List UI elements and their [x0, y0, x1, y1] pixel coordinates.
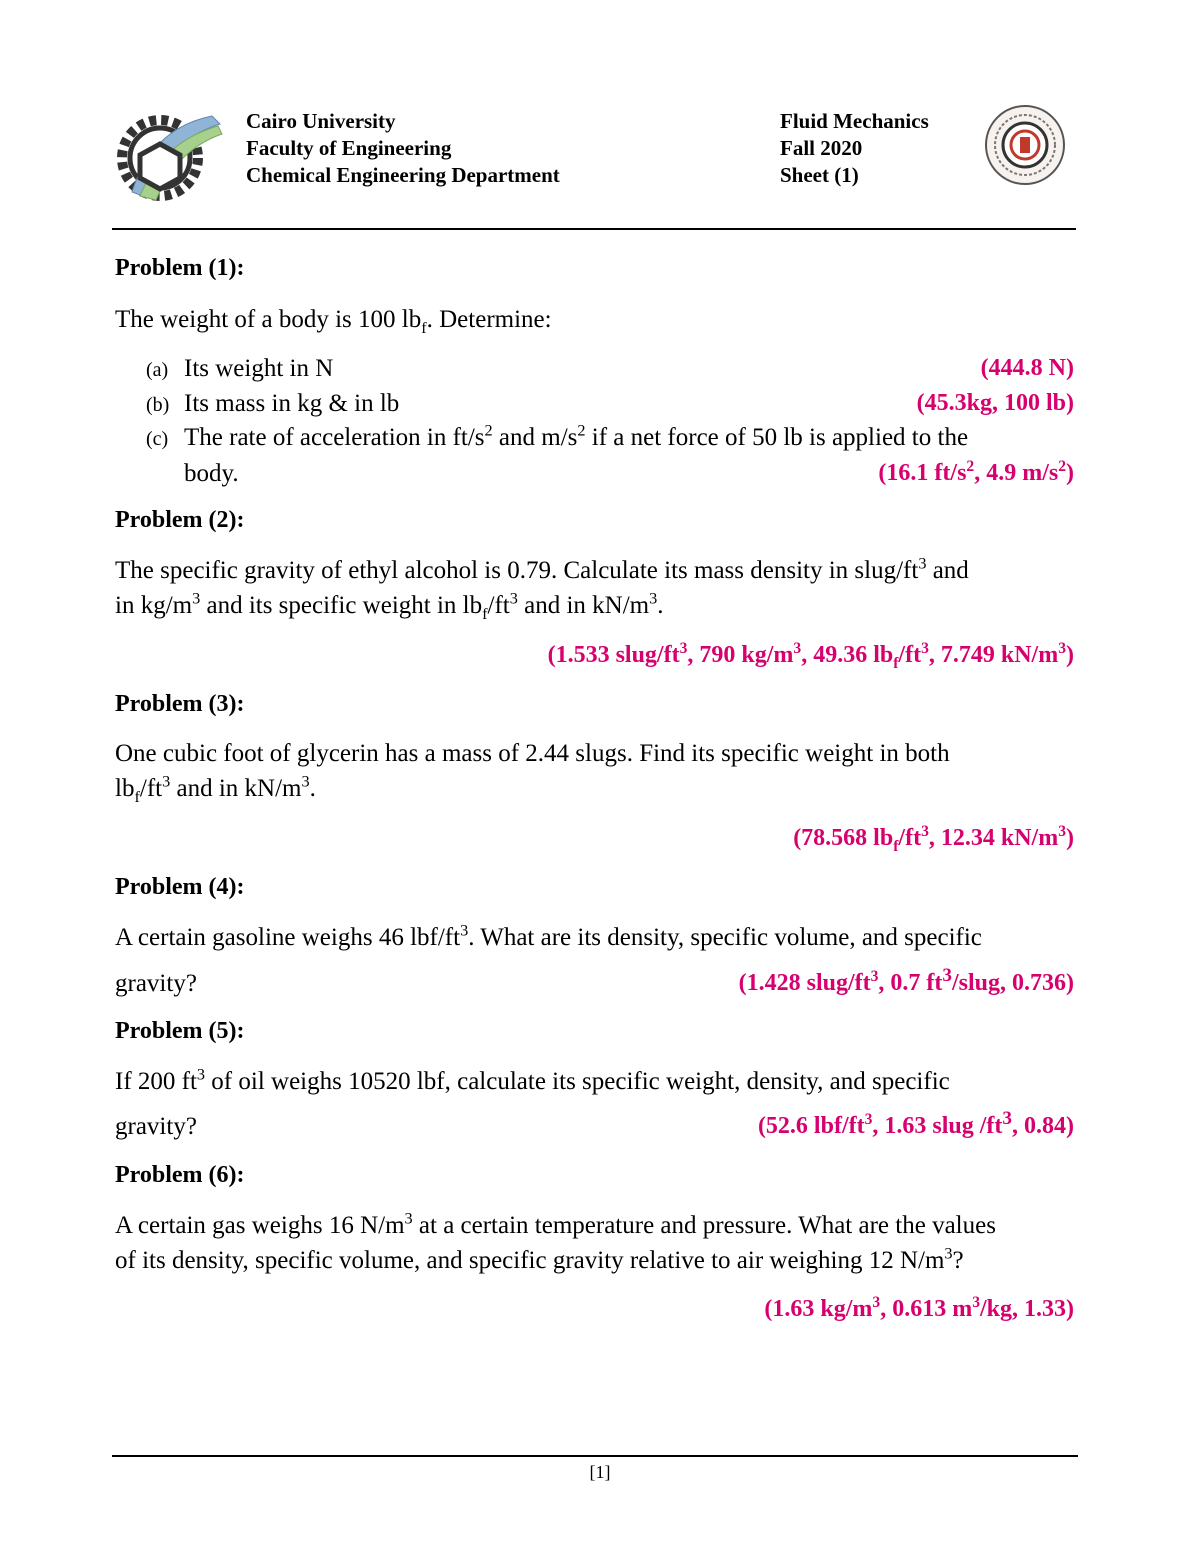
problem-2-line-2: in $kg/m^3$ and its specific weight in $lb_f/ft^3$ and in $kN/m^3$. [115, 589, 664, 623]
university-name: Cairo University [246, 109, 396, 133]
problem-1-part-c-cont: body. [184, 460, 239, 487]
problem-4-line-2: gravity? [115, 970, 197, 997]
faculty-name: Faculty of Engineering [246, 136, 452, 160]
term: Fall 2020 [780, 136, 863, 160]
problem-3-line-2: $lb_f/ft^3$ and in $kN/m^3$. [115, 772, 316, 806]
problem-2-title: Problem (2): [115, 507, 245, 533]
department-name: Chemical Engineering Department [246, 163, 560, 187]
part-label: (c) [146, 428, 169, 450]
part-label: (b) [146, 394, 170, 416]
problem-1-part-b: (b) Its mass in kg & in lb [146, 390, 400, 417]
problem-5-line-1: If 200 $ft^3$ of oil weighs 10520 lbf, calculate its specific weight, density, and specific [115, 1065, 950, 1095]
problem-4-title: Problem (4): [115, 874, 245, 900]
sheet-number: Sheet (1) [780, 163, 859, 187]
problem-3-answer: (78.568 $lb_f/ft^3$, 12.34 $kN/m^3$) [793, 823, 1074, 855]
department-logo [112, 108, 224, 204]
problem-5-title: Problem (5): [115, 1018, 245, 1044]
problem-6-line-1: A certain gas weighs 16 $N/m^3$ at a certain temperature and pressure. What are the values [115, 1209, 996, 1239]
problem-1-part-a: (a) Its weight in N [146, 355, 334, 382]
header-left [246, 108, 560, 189]
problem-1-part-a-answer: (444.8 N) [980, 355, 1074, 381]
problem-3-title: Problem (3): [115, 691, 245, 717]
problem-1-part-c: (c) The rate of acceleration in $ft/s^2$ and $m/s^2$ if a net force of 50 lb is applied to the [146, 421, 969, 451]
problem-3-line-1: One cubic foot of glycerin has a mass of 2.44 slugs. Find its specific weight in both [115, 740, 950, 767]
problem-1-part-b-answer: (45.3kg, 100 lb) [916, 390, 1074, 416]
problem-6-title: Problem (6): [115, 1162, 245, 1188]
part-label: (a) [146, 359, 169, 381]
page-number: [1] [589, 1462, 611, 1482]
problem-5-line-2: gravity? [115, 1113, 197, 1140]
course-name: Fluid Mechanics [780, 109, 929, 133]
problem-2-answer: (1.533 slug/$ft^3$, 790 $kg/m^3$, 49.36 $lb_f/ft^3$, 7.749 $kN/m^3$) [547, 640, 1074, 672]
problem-1-stem: The weight of a body is 100 $lb_f$. Determine: [115, 306, 552, 337]
problem-4-answer: (1.428 slug/$ft^3$, 0.7 $ft^3$/slug, 0.736) [738, 965, 1074, 996]
problem-6-line-2: of its density, specific volume, and specific gravity relative to air weighing 12 $N/m^3$? [115, 1244, 964, 1274]
university-seal [984, 104, 1066, 186]
problem-6-answer: (1.63 $kg/m^3$, 0.613 $m^3/kg$, 1.33) [764, 1294, 1074, 1322]
problem-2-line-1: The specific gravity of ethyl alcohol is 0.79. Calculate its mass density in slug/$ft^3$ and [115, 554, 969, 584]
footer-rule [112, 1455, 1078, 1457]
header-rule [112, 228, 1076, 230]
problem-4-line-1: A certain gasoline weighs 46 lbf/$ft^3$. What are its density, specific volume, and specific [115, 921, 982, 951]
problem-1-title: Problem (1): [115, 255, 245, 281]
header-right [780, 108, 929, 189]
problem-5-answer: (52.6 lbf/$ft^3$, 1.63 slug $/ft^3$, 0.84) [757, 1108, 1074, 1139]
problem-1-part-c-answer: (16.1 $ft/s^2$, 4.9 $m/s^2$) [878, 458, 1074, 486]
